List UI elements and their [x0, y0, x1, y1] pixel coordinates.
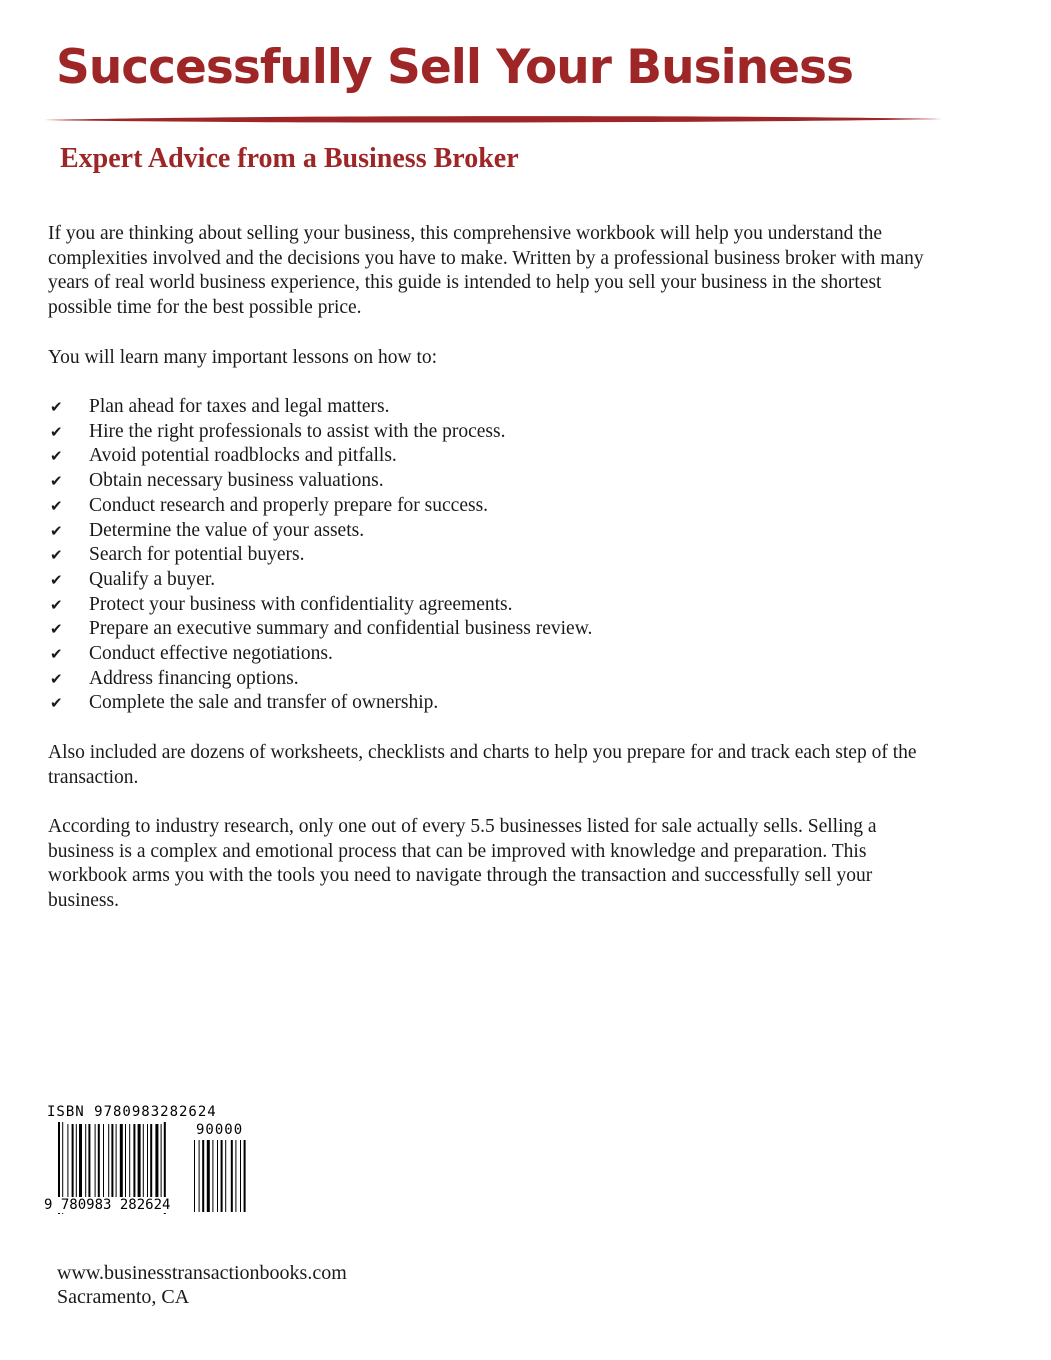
lesson-item: [48, 568, 592, 593]
barcode-addon-bar: [207, 1140, 210, 1212]
book-title: Successfully Sell Your Business: [56, 40, 853, 95]
check-icon: ✔: [50, 645, 63, 664]
check-icon: ✔: [50, 570, 63, 589]
lesson-item: [48, 593, 592, 618]
lesson-text: Conduct effective negotiations.: [89, 643, 333, 665]
publisher-location: Sacramento, CA: [57, 1286, 190, 1308]
check-icon: ✔: [50, 447, 63, 466]
barcode-addon-bar: [199, 1140, 200, 1212]
lesson-text: Avoid potential roadblocks and pitfalls.: [89, 445, 397, 467]
check-icon: ✔: [50, 496, 63, 515]
barcode-addon-bar: [221, 1140, 223, 1212]
intro-paragraph: If you are thinking about selling your business, this comprehensive workbook will help you understand the complexities involved and the decisions you have to make. Written by a professional business broker with many years of real world business experience, this guide is intended to help you sell your business in the shortest possible time for the best possible price.: [48, 223, 924, 319]
check-icon: ✔: [50, 694, 63, 713]
lesson-text: Determine the value of your assets.: [89, 519, 365, 541]
lesson-text: Protect your business with confidentiality agreements.: [89, 593, 513, 615]
barcode-digits: 9 780983 282624: [44, 1197, 171, 1213]
check-icon: ✔: [50, 595, 63, 614]
barcode-addon-bar: [194, 1140, 195, 1212]
barcode-addon-bar: [231, 1140, 233, 1212]
barcode-addon-bar: [225, 1140, 226, 1212]
barcode-addon-bar: [217, 1140, 218, 1212]
book-subtitle: Expert Advice from a Business Broker: [60, 143, 519, 174]
check-icon: ✔: [50, 422, 63, 441]
lesson-item: [48, 642, 592, 667]
lesson-item: [48, 395, 592, 420]
also-included-paragraph: Also included are dozens of worksheets, checklists and charts to help you prepare for and track each step of the transaction.: [48, 742, 917, 788]
lesson-text: Conduct research and properly prepare for success.: [89, 494, 489, 516]
check-icon: ✔: [50, 398, 63, 416]
isbn-label: ISBN 9780983282624: [47, 1104, 217, 1120]
check-icon: ✔: [50, 669, 63, 688]
lesson-text: Complete the sale and transfer of ownership.: [89, 692, 439, 714]
lesson-item: [48, 469, 592, 494]
check-icon: ✔: [50, 546, 63, 565]
lesson-text: Qualify a buyer.: [89, 568, 216, 590]
lesson-item: [48, 444, 592, 469]
check-icon: ✔: [50, 620, 63, 639]
check-icon: ✔: [50, 472, 63, 491]
lesson-text: Search for potential buyers.: [89, 544, 305, 566]
lessons-list: [48, 395, 592, 716]
lesson-text: Hire the right professionals to assist with the process.: [89, 420, 506, 442]
publisher-url: www.businesstransactionbooks.com: [57, 1262, 347, 1284]
lessons-intro: You will learn many important lessons on how to:: [48, 347, 438, 368]
barcode-addon-bar: [235, 1140, 236, 1212]
lesson-text: Prepare an executive summary and confidential business review.: [89, 618, 593, 640]
barcode-addon-bar: [212, 1140, 213, 1212]
barcode-addon-bar: [244, 1140, 246, 1212]
title-underline: [44, 113, 942, 127]
lesson-item: [48, 420, 592, 445]
lesson-text: Address financing options.: [89, 667, 299, 689]
lesson-text: Plan ahead for taxes and legal matters.: [89, 396, 390, 417]
barcode-addon-bar: [240, 1140, 241, 1212]
research-paragraph: According to industry research, only one out of every 5.5 businesses listed for sale actually sells. Selling a business is a complex and emotional process that can be improved with knowledge and preparation. This workbook arms you with the tools you need to navigate through the transaction and successfully sell your business.: [48, 816, 877, 912]
price-code: 90000: [196, 1122, 244, 1138]
lesson-item: [48, 617, 592, 642]
barcode-addon-bar: [202, 1140, 204, 1212]
lesson-item: [48, 691, 592, 716]
lesson-item: [48, 494, 592, 519]
lesson-item: [48, 667, 592, 692]
lesson-item: [48, 519, 592, 544]
lesson-text: Obtain necessary business valuations.: [89, 470, 384, 492]
check-icon: ✔: [50, 521, 63, 540]
lesson-item: [48, 543, 592, 568]
